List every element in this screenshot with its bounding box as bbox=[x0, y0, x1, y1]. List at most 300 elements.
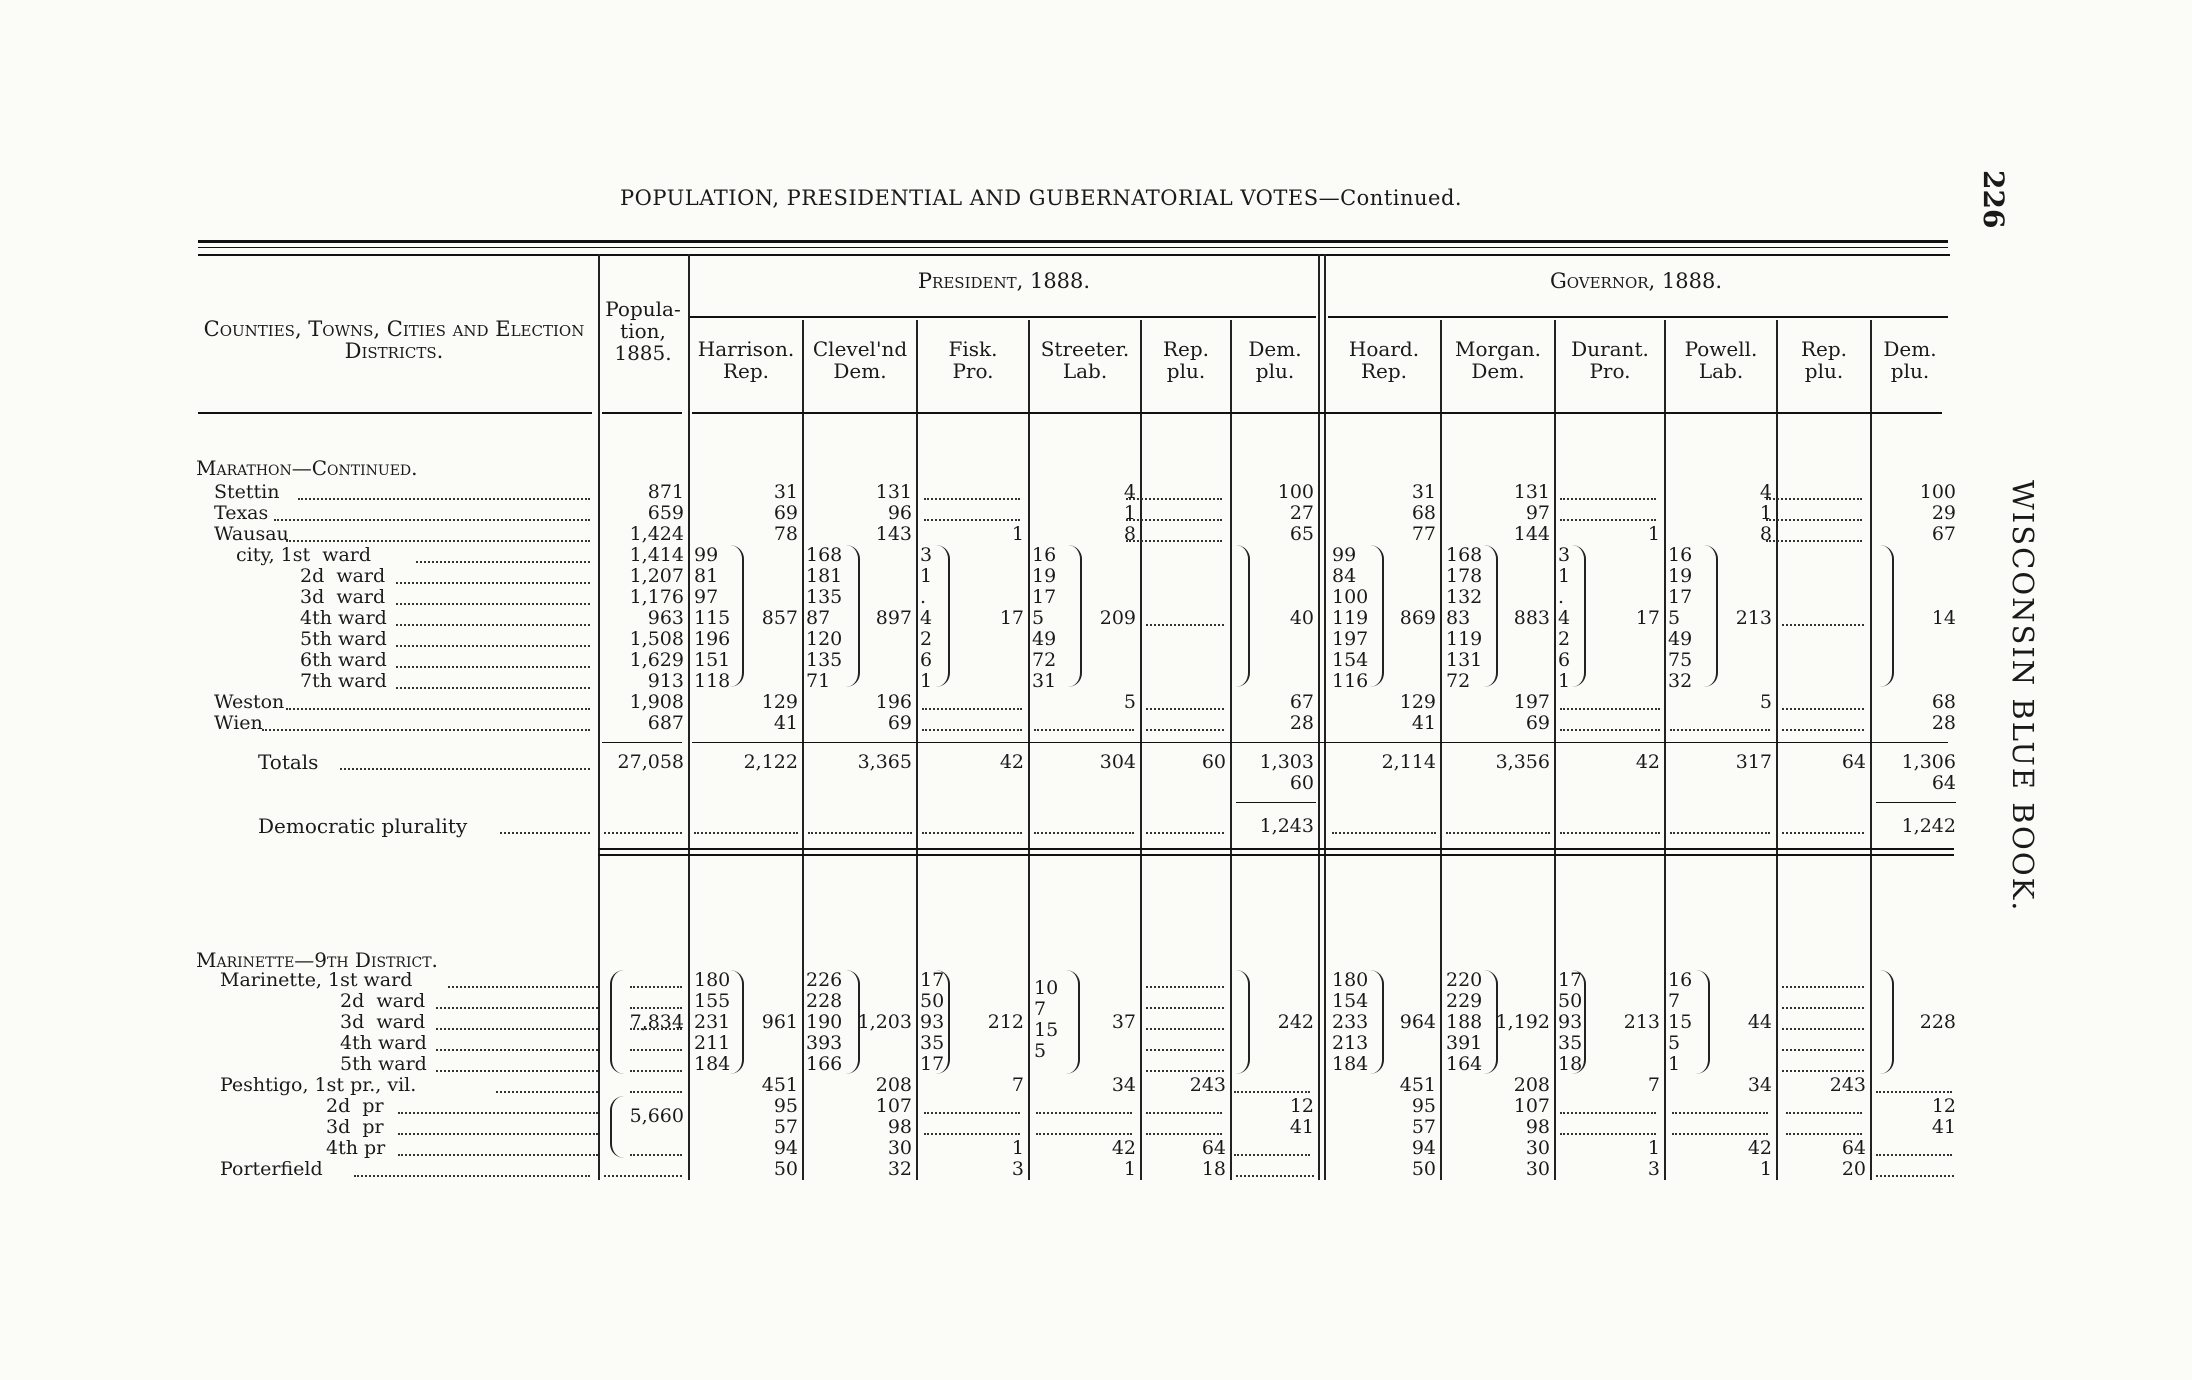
cell-total-g_dem_plu: 1,306 bbox=[1901, 751, 1956, 773]
dot-leader bbox=[1236, 1175, 1314, 1177]
header-bottom-rule bbox=[198, 412, 592, 414]
cell-cleveland: 96 bbox=[887, 502, 912, 524]
col-divider bbox=[1554, 320, 1556, 1180]
header-harrison: Harrison. Rep. bbox=[697, 337, 795, 383]
cell-cleveland: 69 bbox=[887, 712, 912, 734]
cell-hoard: 99 bbox=[1332, 544, 1357, 566]
cell-dem-plu: 40 bbox=[1289, 607, 1314, 629]
col-divider bbox=[1870, 320, 1872, 1180]
rule bbox=[1236, 802, 1316, 803]
dot-leader bbox=[1560, 1112, 1656, 1114]
dot-leader bbox=[436, 1007, 598, 1009]
cell-morgan: 391 bbox=[1446, 1032, 1483, 1054]
cell-harrison: 196 bbox=[694, 628, 731, 650]
rule bbox=[692, 742, 1948, 743]
cell-total-morgan: 3,356 bbox=[1495, 751, 1550, 773]
dot-leader bbox=[396, 666, 590, 668]
cell-powell: 32 bbox=[1668, 670, 1693, 692]
dot-leader bbox=[630, 1007, 682, 1009]
cell-hoard: 154 bbox=[1332, 990, 1369, 1012]
dot-leader bbox=[1782, 986, 1864, 988]
dot-leader bbox=[1234, 1154, 1310, 1156]
cell-morgan: 119 bbox=[1446, 628, 1483, 650]
cell-durant: 2 bbox=[1558, 628, 1571, 650]
cell-dem_plu: 65 bbox=[1289, 523, 1314, 545]
dot-leader bbox=[1672, 1112, 1768, 1114]
cell-morgan-total: 1,192 bbox=[1495, 1011, 1550, 1033]
cell-fisk: 1 bbox=[1011, 523, 1024, 545]
dot-leader bbox=[924, 519, 1020, 521]
cell-g_rep_plu: 20 bbox=[1841, 1158, 1866, 1180]
cell-streeter: 15 bbox=[1034, 1019, 1059, 1041]
cell-streeter-total: 209 bbox=[1099, 607, 1136, 629]
cell-pop: 913 bbox=[647, 670, 684, 692]
cell-durant: 93 bbox=[1558, 1011, 1583, 1033]
cell-streeter: 5 bbox=[1123, 691, 1136, 713]
cell-fisk: 4 bbox=[920, 607, 933, 629]
cell-harrison: 57 bbox=[773, 1116, 798, 1138]
dot-leader bbox=[1876, 1175, 1954, 1177]
dot-leader bbox=[924, 498, 1020, 500]
row-name: Wausau bbox=[214, 523, 289, 545]
ward-name: 5th ward bbox=[340, 1053, 427, 1075]
dot-leader bbox=[1234, 1091, 1310, 1093]
header-durant: Durant. Pro. bbox=[1571, 337, 1649, 383]
cell-hoard: 77 bbox=[1411, 523, 1436, 545]
cell-total-streeter: 304 bbox=[1099, 751, 1136, 773]
cell-cleveland: 393 bbox=[806, 1032, 843, 1054]
cell-streeter: 8 bbox=[1123, 523, 1136, 545]
cell-powell: 16 bbox=[1668, 544, 1693, 566]
dot-leader bbox=[1146, 1070, 1224, 1072]
header-gov-rep-plu: Rep. plu. bbox=[1800, 337, 1848, 383]
ward-name: city, 1st ward bbox=[236, 544, 372, 566]
cell-hoard: 154 bbox=[1332, 649, 1369, 671]
cell-harrison: 94 bbox=[773, 1137, 798, 1159]
cell-fisk: 1 bbox=[920, 670, 933, 692]
cell-harrison: 211 bbox=[694, 1032, 731, 1054]
cell-powell: 1 bbox=[1759, 1158, 1772, 1180]
cell-hoard: 94 bbox=[1411, 1137, 1436, 1159]
cell-total-g_rep_plu: 64 bbox=[1841, 751, 1866, 773]
cell-harrison: 69 bbox=[773, 502, 798, 524]
col-divider bbox=[1140, 320, 1142, 1180]
cell-powell: 1 bbox=[1759, 502, 1772, 524]
dot-leader bbox=[1782, 1007, 1864, 1009]
cell-pop: 687 bbox=[647, 712, 684, 734]
cell-hoard: 233 bbox=[1332, 1011, 1369, 1033]
cell-pop: 1,176 bbox=[629, 586, 684, 608]
cell-powell: 8 bbox=[1759, 523, 1772, 545]
cell-morgan: 188 bbox=[1446, 1011, 1483, 1033]
dot-leader bbox=[1876, 1154, 1952, 1156]
cell-durant: 3 bbox=[1647, 1158, 1660, 1180]
cell-g_dem_plu: 100 bbox=[1919, 481, 1956, 503]
row-name: Weston bbox=[214, 691, 285, 713]
dot-leader bbox=[630, 1049, 682, 1051]
cell-powell: 5 bbox=[1759, 691, 1772, 713]
cell-hoard: 119 bbox=[1332, 607, 1369, 629]
cell-harrison: 50 bbox=[773, 1158, 798, 1180]
dot-leader bbox=[1560, 1133, 1656, 1135]
cell-streeter: 34 bbox=[1111, 1074, 1136, 1096]
cell-fisk: 3 bbox=[920, 544, 933, 566]
cell-g_rep_plu: 64 bbox=[1841, 1137, 1866, 1159]
cell-ward-pop: 7,834 bbox=[629, 1011, 684, 1033]
cell-powell: 17 bbox=[1668, 586, 1693, 608]
cell-cleveland: 168 bbox=[806, 544, 843, 566]
cell-peshtigo-pop: 5,660 bbox=[629, 1105, 684, 1127]
cell-harrison: 151 bbox=[694, 649, 731, 671]
cell-powell: 34 bbox=[1747, 1074, 1772, 1096]
cell-pop: 1,508 bbox=[629, 628, 684, 650]
cell-hoard: 68 bbox=[1411, 502, 1436, 524]
cell-fisk: 1 bbox=[1011, 1137, 1024, 1159]
cell-pop: 1,424 bbox=[629, 523, 684, 545]
ward-name: 5th ward bbox=[300, 628, 387, 650]
cell-durant: 17 bbox=[1558, 969, 1583, 991]
row-name: Peshtigo, 1st pr., vil. bbox=[220, 1074, 417, 1096]
dot-leader bbox=[436, 1070, 598, 1072]
cell-powell-total: 44 bbox=[1747, 1011, 1772, 1033]
cell-durant: . bbox=[1558, 586, 1565, 608]
cell-cleveland: 208 bbox=[875, 1074, 912, 1096]
cell-total-dem-plu-2: 60 bbox=[1289, 772, 1314, 794]
row-name: 4th pr bbox=[326, 1137, 386, 1159]
dot-leader bbox=[1560, 832, 1660, 834]
cell-gov-dem-plu: 28 bbox=[1931, 712, 1956, 734]
cell-hoard: 100 bbox=[1332, 586, 1369, 608]
cell-morgan: 72 bbox=[1446, 670, 1471, 692]
cell-g_dem_plu: 12 bbox=[1931, 1095, 1956, 1117]
cell-harrison: 129 bbox=[761, 691, 798, 713]
cell-morgan: 30 bbox=[1525, 1158, 1550, 1180]
cell-harrison: 99 bbox=[694, 544, 719, 566]
cell-harrison: 81 bbox=[694, 565, 719, 587]
cell-morgan: 197 bbox=[1513, 691, 1550, 713]
header-gov-dem-plu: Dem. plu. bbox=[1883, 337, 1937, 383]
cell-powell: 75 bbox=[1668, 649, 1693, 671]
ward-name: 2d ward bbox=[300, 565, 386, 587]
row-name: Wien bbox=[214, 712, 263, 734]
top-rule bbox=[198, 240, 1948, 243]
cell-total-cleveland: 3,365 bbox=[857, 751, 912, 773]
cell-durant: 1 bbox=[1558, 670, 1571, 692]
cell-durant: 3 bbox=[1558, 544, 1571, 566]
cell-hoard: 197 bbox=[1332, 628, 1369, 650]
cell-hoard: 116 bbox=[1332, 670, 1369, 692]
header-streeter: Streeter. Lab. bbox=[1040, 337, 1130, 383]
cell-morgan: 131 bbox=[1513, 481, 1550, 503]
row-name: 2d pr bbox=[326, 1095, 384, 1117]
top-rule-thin bbox=[198, 247, 1948, 248]
dot-leader bbox=[1446, 832, 1550, 834]
cell-pop: 1,414 bbox=[629, 544, 684, 566]
cell-morgan: 208 bbox=[1513, 1074, 1550, 1096]
cell-durant: 1 bbox=[1647, 1137, 1660, 1159]
cell-cleveland: 107 bbox=[875, 1095, 912, 1117]
dot-leader bbox=[1560, 729, 1660, 731]
header-rule bbox=[1328, 316, 1948, 318]
header-fisk: Fisk. Pro. bbox=[948, 337, 998, 383]
cell-gov-dem-plu: 14 bbox=[1931, 607, 1956, 629]
cell-harrison: 95 bbox=[773, 1095, 798, 1117]
cell-morgan: 69 bbox=[1525, 712, 1550, 734]
cell-streeter: 19 bbox=[1032, 565, 1057, 587]
cell-powell-total: 213 bbox=[1735, 607, 1772, 629]
dot-leader bbox=[630, 1070, 682, 1072]
cell-harrison: 231 bbox=[694, 1011, 731, 1033]
cell-durant: 18 bbox=[1558, 1053, 1583, 1075]
cell-cleveland: 196 bbox=[875, 691, 912, 713]
cell-durant-total: 213 bbox=[1623, 1011, 1660, 1033]
dot-leader bbox=[922, 708, 1022, 710]
cell-powell: 5 bbox=[1668, 607, 1681, 629]
ward-name: 3d ward bbox=[340, 1011, 426, 1033]
dot-leader bbox=[340, 768, 590, 770]
cell-durant: 50 bbox=[1558, 990, 1583, 1012]
page-number: 226 bbox=[1977, 170, 2010, 229]
cell-powell: 19 bbox=[1668, 565, 1693, 587]
cell-streeter-total: 37 bbox=[1111, 1011, 1136, 1033]
cell-streeter: 72 bbox=[1032, 649, 1057, 671]
row-name: Stettin bbox=[214, 481, 280, 503]
page-title: POPULATION, PRESIDENTIAL AND GUBERNATORIAL VOTES—Continued. bbox=[620, 186, 1463, 210]
cell-total-powell: 317 bbox=[1735, 751, 1772, 773]
top-rule-2 bbox=[198, 254, 1950, 256]
dot-leader bbox=[396, 624, 590, 626]
cell-streeter: 42 bbox=[1111, 1137, 1136, 1159]
dot-leader bbox=[808, 832, 912, 834]
cell-harrison: 118 bbox=[694, 670, 731, 692]
dot-leader bbox=[1560, 519, 1656, 521]
cell-dem_plu: 27 bbox=[1289, 502, 1314, 524]
cell-total-dem_plu: 1,303 bbox=[1259, 751, 1314, 773]
cell-streeter: 4 bbox=[1123, 481, 1136, 503]
cell-streeter: 17 bbox=[1032, 586, 1057, 608]
cell-harrison-total: 961 bbox=[761, 1011, 798, 1033]
cell-g_rep_plu: 243 bbox=[1829, 1074, 1866, 1096]
header-powell: Powell. Lab. bbox=[1684, 337, 1758, 383]
cell-pop: 963 bbox=[647, 607, 684, 629]
header-rule bbox=[690, 316, 1316, 318]
cell-morgan-total: 883 bbox=[1513, 607, 1550, 629]
cell-hoard: 451 bbox=[1399, 1074, 1436, 1096]
col-divider bbox=[1028, 320, 1030, 1180]
row-name: Porterfield bbox=[220, 1158, 323, 1180]
dot-leader bbox=[396, 645, 590, 647]
cell-morgan: 178 bbox=[1446, 565, 1483, 587]
row-name: Texas bbox=[214, 502, 269, 524]
cell-g_dem_plu: 67 bbox=[1931, 523, 1956, 545]
dot-leader bbox=[1036, 1112, 1132, 1114]
cell-cleveland: 228 bbox=[806, 990, 843, 1012]
dot-leader bbox=[398, 1154, 598, 1156]
dot-leader bbox=[1876, 1091, 1952, 1093]
cell-morgan: 83 bbox=[1446, 607, 1471, 629]
cell-hoard: 57 bbox=[1411, 1116, 1436, 1138]
cell-cleveland: 71 bbox=[806, 670, 831, 692]
dot-leader bbox=[1670, 729, 1770, 731]
cell-cleveland-total: 897 bbox=[875, 607, 912, 629]
header-rep-plu: Rep. plu. bbox=[1162, 337, 1210, 383]
cell-pop: 659 bbox=[647, 502, 684, 524]
header-hoard: Hoard. Rep. bbox=[1348, 337, 1420, 383]
header-cleveland: Clevel'nd Dem. bbox=[812, 337, 908, 383]
cell-cleveland: 135 bbox=[806, 649, 843, 671]
cell-fisk-total: 212 bbox=[987, 1011, 1024, 1033]
dot-leader bbox=[396, 687, 590, 689]
cell-total-pop: 27,058 bbox=[617, 751, 684, 773]
cell-durant: 1 bbox=[1647, 523, 1660, 545]
section-heading-marinette: Marinette—9th District. bbox=[196, 948, 438, 972]
cell-harrison: 180 bbox=[694, 969, 731, 991]
cell-total-hoard: 2,114 bbox=[1381, 751, 1436, 773]
cell-powell: 49 bbox=[1668, 628, 1693, 650]
cell-fisk-total: 17 bbox=[999, 607, 1024, 629]
cell-morgan: 164 bbox=[1446, 1053, 1483, 1075]
ward-name: 2d ward bbox=[340, 990, 426, 1012]
cell-streeter: 16 bbox=[1032, 544, 1057, 566]
dot-leader bbox=[604, 832, 682, 834]
dot-leader bbox=[924, 1112, 1020, 1114]
header-morgan: Morgan. Dem. bbox=[1454, 337, 1542, 383]
cell-plurality-pres: 1,243 bbox=[1259, 815, 1314, 837]
cell-durant: 6 bbox=[1558, 649, 1571, 671]
cell-pop: 1,629 bbox=[629, 649, 684, 671]
dot-leader bbox=[286, 540, 590, 542]
cell-fisk: . bbox=[920, 586, 927, 608]
dot-leader bbox=[286, 708, 590, 710]
dot-leader bbox=[1560, 708, 1660, 710]
dot-leader bbox=[924, 1133, 1020, 1135]
cell-total-durant: 42 bbox=[1635, 751, 1660, 773]
dot-leader bbox=[500, 832, 590, 834]
cell-total-gov-dem-plu-2: 64 bbox=[1931, 772, 1956, 794]
cell-harrison-total: 857 bbox=[761, 607, 798, 629]
cell-pop: 871 bbox=[647, 481, 684, 503]
dot-leader bbox=[396, 603, 590, 605]
cell-gov-dem-plu: 228 bbox=[1919, 1011, 1956, 1033]
cell-fisk: 93 bbox=[920, 1011, 945, 1033]
cell-morgan: 132 bbox=[1446, 586, 1483, 608]
cell-pop: 1,207 bbox=[629, 565, 684, 587]
dot-leader bbox=[1146, 1007, 1224, 1009]
cell-morgan: 168 bbox=[1446, 544, 1483, 566]
dot-leader bbox=[1782, 1070, 1864, 1072]
cell-durant-total: 17 bbox=[1635, 607, 1660, 629]
totals-label: Totals bbox=[258, 750, 319, 774]
dot-leader bbox=[1034, 729, 1134, 731]
cell-harrison: 451 bbox=[761, 1074, 798, 1096]
header-governor: Governor, 1888. bbox=[1549, 269, 1723, 293]
cell-durant: 7 bbox=[1647, 1074, 1660, 1096]
cell-cleveland: 32 bbox=[887, 1158, 912, 1180]
dot-leader bbox=[630, 986, 682, 988]
cell-powell: 15 bbox=[1668, 1011, 1693, 1033]
cell-dem_plu: 41 bbox=[1289, 1116, 1314, 1138]
cell-durant: 1 bbox=[1558, 565, 1571, 587]
dot-leader bbox=[1034, 832, 1134, 834]
cell-hoard: 31 bbox=[1411, 481, 1436, 503]
cell-morgan: 229 bbox=[1446, 990, 1483, 1012]
cell-fisk: 1 bbox=[920, 565, 933, 587]
cell-harrison: 184 bbox=[694, 1053, 731, 1075]
cell-gov-dem-plu: 68 bbox=[1931, 691, 1956, 713]
cell-cleveland: 143 bbox=[875, 523, 912, 545]
cell-dem_plu: 100 bbox=[1277, 481, 1314, 503]
cell-fisk: 6 bbox=[920, 649, 933, 671]
ward-name: 6th ward bbox=[300, 649, 387, 671]
cell-cleveland: 190 bbox=[806, 1011, 843, 1033]
header-counties: Counties, Towns, Cities and Election Districts. bbox=[203, 317, 585, 363]
cell-streeter: 10 bbox=[1034, 977, 1059, 999]
plurality-label: Democratic plurality bbox=[258, 814, 468, 838]
cell-streeter: 5 bbox=[1034, 1040, 1047, 1062]
header-bottom-rule bbox=[602, 412, 682, 414]
cell-powell: 4 bbox=[1759, 481, 1772, 503]
cell-morgan: 107 bbox=[1513, 1095, 1550, 1117]
running-title: WISCONSIN BLUE BOOK. bbox=[2006, 480, 2040, 913]
dot-leader bbox=[448, 986, 598, 988]
dot-leader bbox=[1036, 1133, 1132, 1135]
dot-leader bbox=[1146, 1049, 1224, 1051]
cell-morgan: 30 bbox=[1525, 1137, 1550, 1159]
cell-harrison: 155 bbox=[694, 990, 731, 1012]
dot-leader bbox=[298, 498, 590, 500]
cell-cleveland: 181 bbox=[806, 565, 843, 587]
dot-leader bbox=[354, 1175, 590, 1177]
cell-hoard: 129 bbox=[1399, 691, 1436, 713]
rule bbox=[598, 854, 1954, 856]
rule bbox=[1876, 802, 1956, 803]
dot-leader bbox=[1146, 986, 1224, 988]
dot-leader bbox=[922, 729, 1022, 731]
col-divider bbox=[1664, 320, 1666, 1180]
header-president: President, 1888. bbox=[917, 269, 1091, 293]
cell-fisk: 50 bbox=[920, 990, 945, 1012]
cell-harrison: 41 bbox=[773, 712, 798, 734]
ward-name: 7th ward bbox=[300, 670, 387, 692]
cell-hoard: 213 bbox=[1332, 1032, 1369, 1054]
dot-leader bbox=[1560, 498, 1656, 500]
cell-fisk: 3 bbox=[1011, 1158, 1024, 1180]
rule bbox=[602, 742, 682, 743]
dot-leader bbox=[436, 1049, 598, 1051]
cell-total-harrison: 2,122 bbox=[743, 751, 798, 773]
cell-morgan: 97 bbox=[1525, 502, 1550, 524]
ward-name: 4th ward bbox=[300, 607, 387, 629]
col-divider bbox=[1230, 320, 1232, 1180]
cell-fisk: 35 bbox=[920, 1032, 945, 1054]
cell-morgan: 131 bbox=[1446, 649, 1483, 671]
cell-hoard: 95 bbox=[1411, 1095, 1436, 1117]
cell-harrison: 31 bbox=[773, 481, 798, 503]
col-divider bbox=[916, 320, 918, 1180]
cell-fisk: 2 bbox=[920, 628, 933, 650]
cell-cleveland: 98 bbox=[887, 1116, 912, 1138]
cell-hoard-total: 869 bbox=[1399, 607, 1436, 629]
cell-harrison: 115 bbox=[694, 607, 731, 629]
dot-leader bbox=[630, 1091, 682, 1093]
cell-powell: 16 bbox=[1668, 969, 1693, 991]
cell-cleveland: 120 bbox=[806, 628, 843, 650]
rule bbox=[598, 848, 1954, 850]
cell-fisk: 7 bbox=[1011, 1074, 1024, 1096]
cell-g_dem_plu: 29 bbox=[1931, 502, 1956, 524]
cell-rep_plu: 64 bbox=[1201, 1137, 1226, 1159]
cell-streeter: 7 bbox=[1034, 998, 1047, 1020]
